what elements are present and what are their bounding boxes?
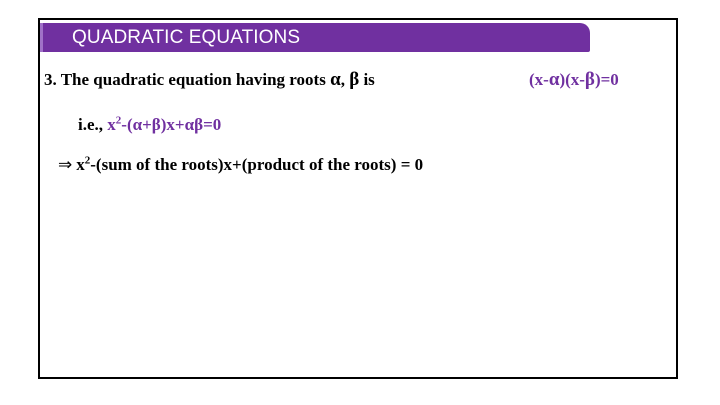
conclusion-exponent: 2 [84, 154, 91, 167]
slide-title: QUADRATIC EQUATIONS [72, 27, 301, 48]
beta-symbol: β [349, 69, 360, 90]
ie-label: i.e., [78, 115, 104, 134]
expanded-beta-2: β [194, 115, 204, 134]
conclusion-line [58, 153, 423, 177]
expanded-exponent: 2 [115, 114, 122, 127]
factored-part-2: )(x- [559, 70, 585, 89]
expanded-part-2: )x+ [160, 115, 185, 134]
expanded-part-3: =0 [203, 115, 222, 134]
factored-alpha: α [548, 69, 560, 90]
expanded-alpha: α [132, 115, 143, 134]
implies-arrow-icon: ⇒ [58, 155, 73, 175]
item-number: 3. [44, 70, 57, 89]
factored-beta: β [584, 69, 595, 90]
statement-line [44, 68, 375, 92]
title-bar-accent [40, 23, 43, 52]
alpha-symbol: α [330, 69, 341, 90]
factored-equation [529, 68, 619, 92]
expanded-beta: β [151, 115, 161, 134]
expanded-equation [107, 115, 221, 134]
conclusion-x: x [76, 155, 85, 174]
factored-part-3: )=0 [594, 70, 619, 89]
expanded-alpha-2: α [184, 115, 195, 134]
expanded-plus: + [142, 115, 152, 134]
conclusion-text: -(sum of the roots)x+(product of the roots) = 0 [90, 155, 424, 174]
statement-text: The quadratic equation having roots [60, 70, 326, 89]
expanded-x: x [107, 115, 116, 134]
factored-part-1: (x- [529, 70, 549, 89]
expanded-part-1: -( [121, 115, 133, 134]
comma: , [340, 70, 345, 89]
is-word: is [363, 70, 375, 89]
expanded-equation-line [78, 113, 221, 137]
